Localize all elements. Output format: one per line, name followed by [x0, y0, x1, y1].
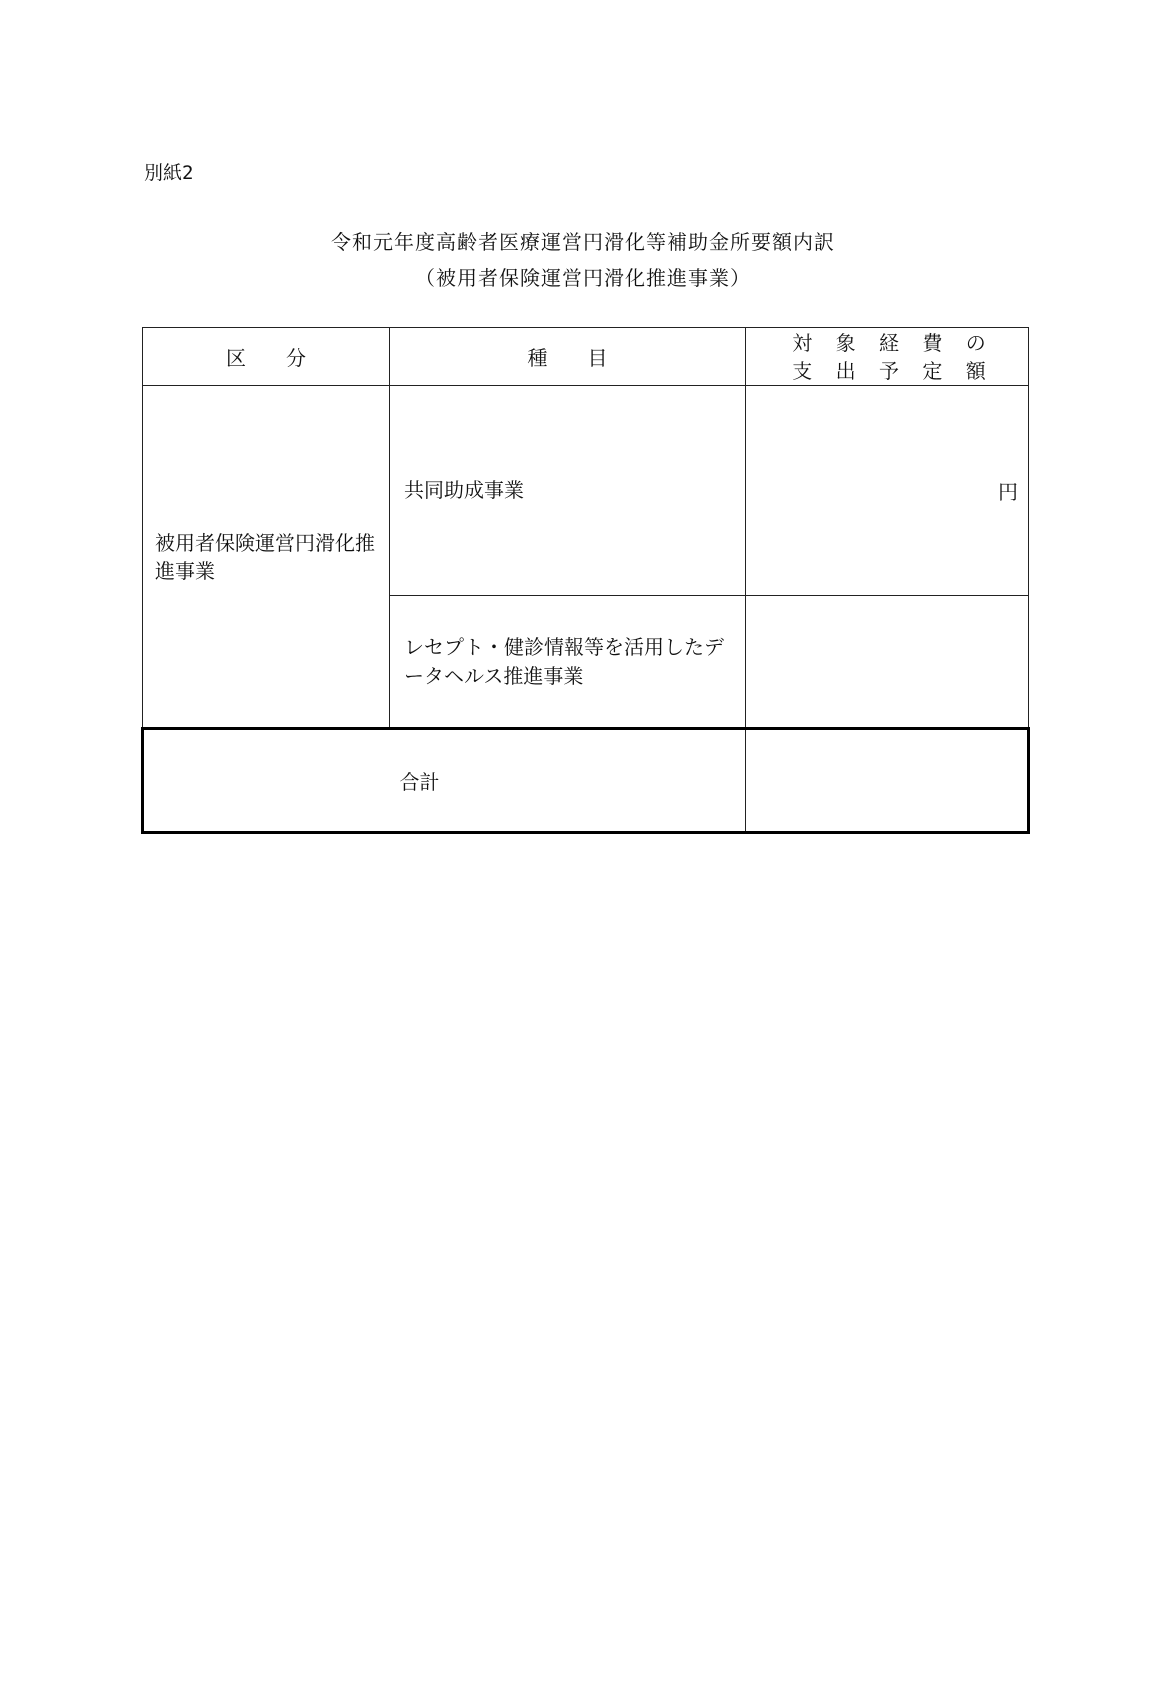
- table-header-row: [143, 328, 1029, 386]
- table-row: [143, 386, 1029, 596]
- total-label-cell: [143, 729, 746, 833]
- header-amount-line2: 支 出 予 定 額: [792, 358, 986, 383]
- document-title: 令和元年度高齢者医療運営円滑化等補助金所要額内訳: [331, 230, 835, 254]
- header-item: [390, 328, 746, 386]
- attachment-label: 別紙2: [144, 162, 194, 184]
- document-subtitle: （被用者保険運営円滑化推進事業）: [415, 266, 751, 290]
- header-category: [143, 328, 390, 386]
- total-amount-cell: [746, 729, 1029, 833]
- item-cell: [390, 596, 746, 729]
- header-item-label: 種 目: [527, 346, 608, 370]
- budget-breakdown-table: [141, 327, 1030, 834]
- header-amount-line1: 対 象 経 費 の: [792, 330, 986, 355]
- total-label: 合計: [399, 770, 440, 794]
- item-cell: [390, 386, 746, 596]
- item-label: レセプト・健診情報等を活用したデータヘルス推進事業: [404, 634, 724, 688]
- category-cell: [143, 386, 390, 729]
- header-amount: [746, 328, 1029, 386]
- item-label: 共同助成事業: [404, 478, 524, 502]
- total-row: [143, 729, 1029, 833]
- header-category-label: 区 分: [226, 346, 306, 370]
- amount-cell: [746, 386, 1029, 596]
- amount-value: 円: [998, 480, 1018, 504]
- category-label: 被用者保険運営円滑化推進事業: [155, 530, 375, 583]
- amount-cell: [746, 596, 1029, 729]
